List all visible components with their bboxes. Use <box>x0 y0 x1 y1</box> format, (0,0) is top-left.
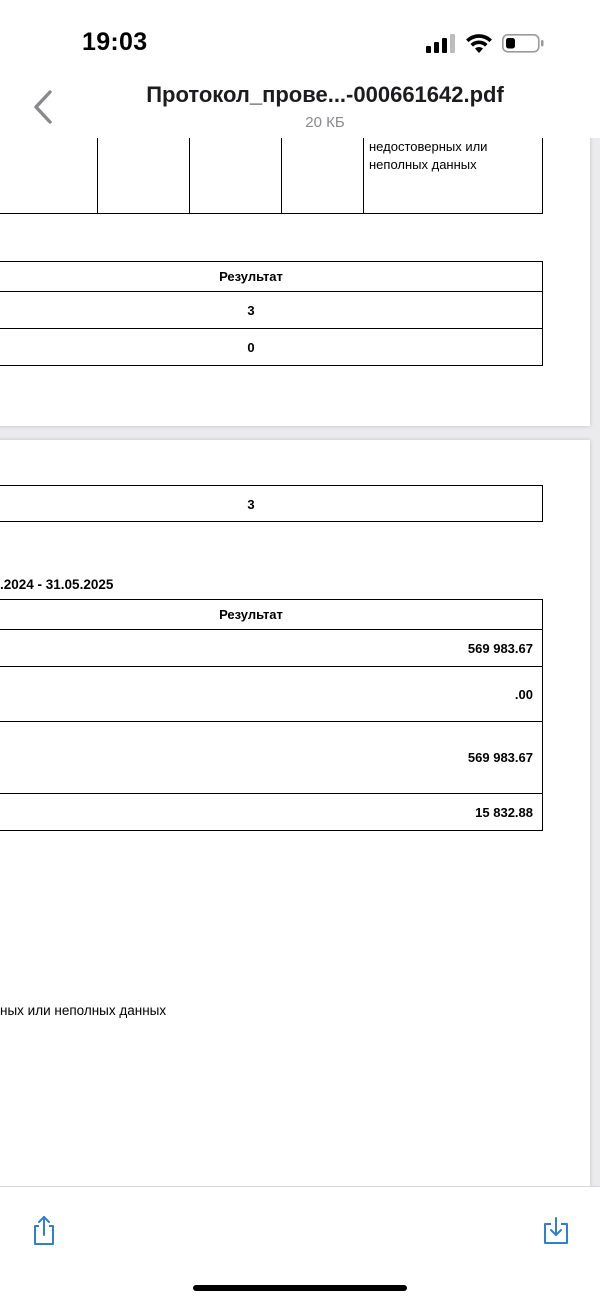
table-line <box>189 138 190 214</box>
status-time: 19:03 <box>82 28 148 56</box>
cell-line-2: неполных данных <box>369 157 477 172</box>
share-button[interactable] <box>30 1215 58 1247</box>
status-icons <box>426 32 546 56</box>
pdf-page-1 <box>0 138 590 426</box>
table-cell-text <box>369 138 539 174</box>
document-title: Протокол_прове...-000661642.pdf <box>146 82 504 107</box>
table-line <box>0 629 543 630</box>
table-line <box>97 138 98 214</box>
table-line <box>281 138 282 214</box>
period-label: .2024 - 31.05.2025 <box>0 577 114 592</box>
back-button[interactable] <box>28 88 58 126</box>
share-icon <box>30 1215 58 1247</box>
footer-text: ных или неполных данных <box>0 1003 167 1018</box>
result-header: Результат <box>219 269 283 284</box>
table-line <box>0 793 543 794</box>
table-line <box>0 291 543 292</box>
table-line <box>0 213 543 214</box>
result-value: .00 <box>514 687 533 702</box>
result-header: Результат <box>219 607 283 622</box>
result-value: 0 <box>247 340 255 355</box>
cellular-signal-icon <box>426 34 455 53</box>
table-line <box>0 830 543 831</box>
chevron-left-icon <box>28 88 58 126</box>
table-line <box>0 721 543 722</box>
battery-icon <box>503 35 544 52</box>
table-line <box>0 599 543 600</box>
pdf-viewport[interactable] <box>0 138 600 1186</box>
single-value: 3 <box>247 497 255 512</box>
result-value: 569 983.67 <box>467 750 533 765</box>
table-line <box>0 365 543 366</box>
result-value: 3 <box>247 303 255 318</box>
table-line <box>0 521 543 522</box>
cell-line-1: недостоверных или <box>369 139 488 154</box>
document-size: 20 КБ <box>305 114 345 131</box>
download-icon <box>542 1215 570 1247</box>
result-value: 15 832.88 <box>475 805 533 820</box>
save-button[interactable] <box>542 1215 570 1247</box>
table-line <box>363 138 364 214</box>
table-line <box>0 261 543 262</box>
table-line <box>0 666 543 667</box>
table-line <box>0 485 543 486</box>
home-indicator[interactable] <box>193 1285 407 1291</box>
table-line <box>542 599 543 831</box>
table-line <box>0 328 543 329</box>
table-line <box>542 138 543 214</box>
table-line <box>542 485 543 522</box>
table-line <box>542 261 543 366</box>
result-value: 569 983.67 <box>467 641 533 656</box>
pdf-page-2 <box>0 440 590 1186</box>
wifi-icon <box>466 34 492 53</box>
